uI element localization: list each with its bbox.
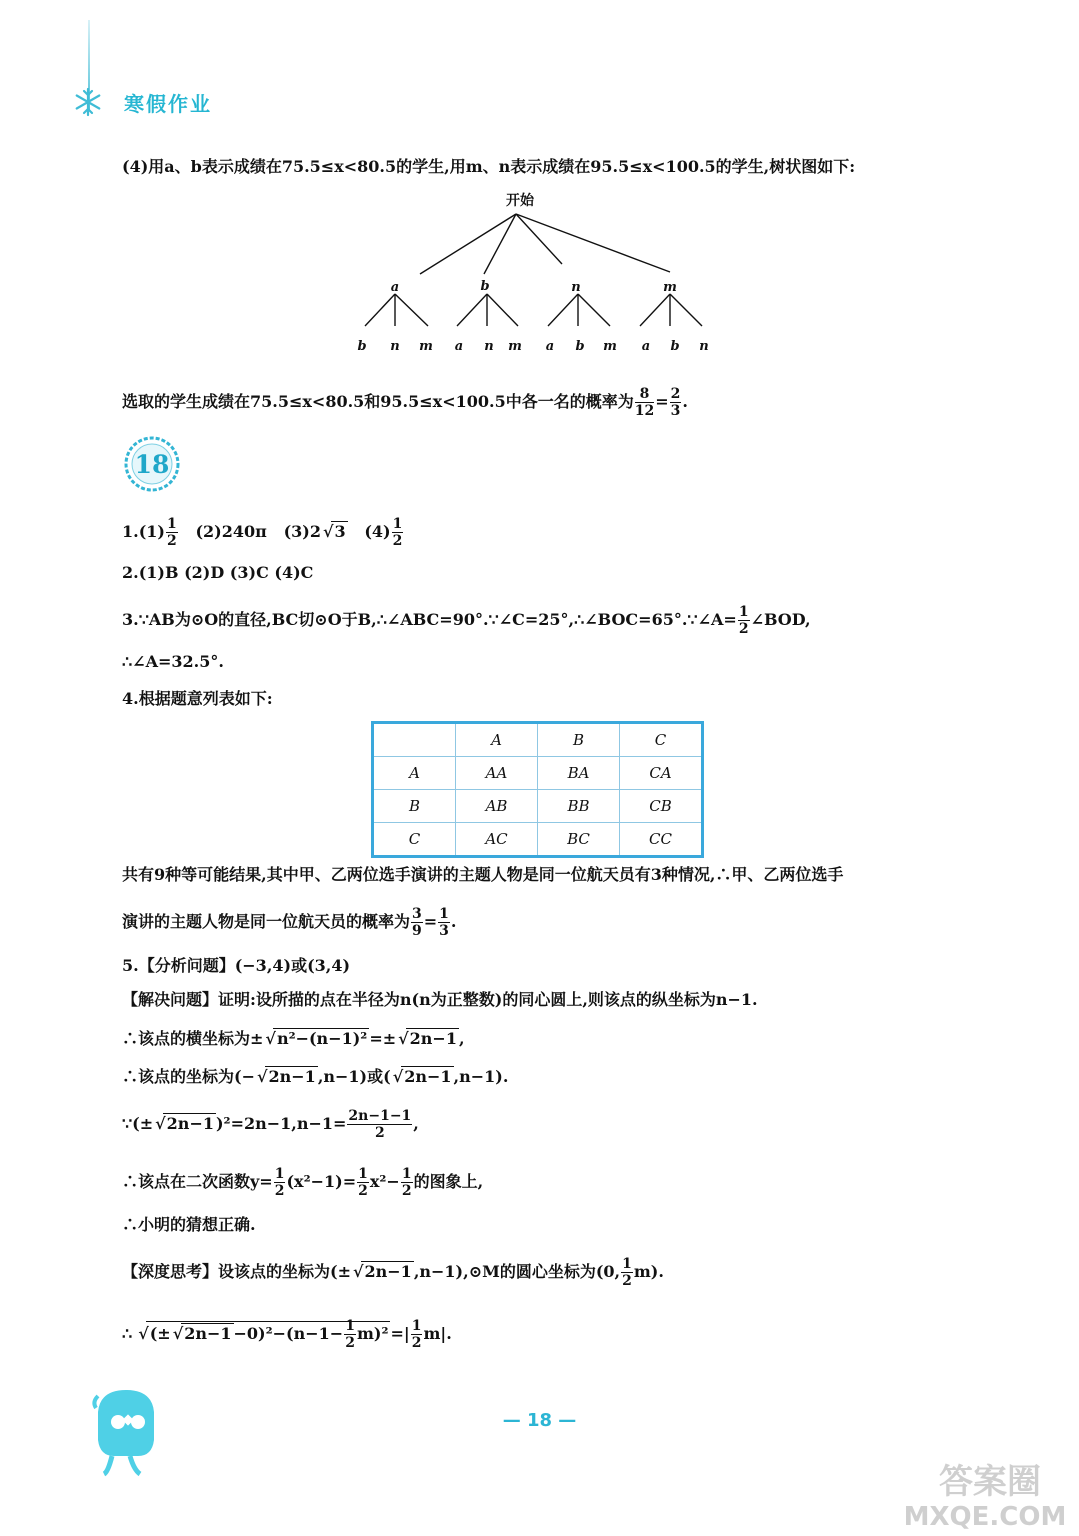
tree-leaf: a xyxy=(454,339,464,354)
fraction xyxy=(621,1256,633,1289)
table-row xyxy=(373,757,703,790)
text-segment: (2)240π xyxy=(195,522,267,541)
fraction xyxy=(274,1166,286,1199)
table-cell: A xyxy=(456,723,538,757)
tree-leaf: n xyxy=(390,339,400,354)
denominator: 3 xyxy=(439,923,449,939)
tree-node: n xyxy=(571,280,581,295)
table-cell: C xyxy=(373,823,456,857)
answer-line-q5-3 xyxy=(122,1028,465,1050)
numerator: 1 xyxy=(274,1166,285,1182)
section-number-badge xyxy=(124,436,180,492)
text-segment: (4) xyxy=(364,522,391,541)
denominator: 2 xyxy=(392,533,403,549)
page-number: — 18 — xyxy=(502,1410,577,1431)
text-segment: ∴该点在二次函数y= xyxy=(122,1172,273,1191)
denominator: 2 xyxy=(401,1183,412,1199)
table-cell: AC xyxy=(456,823,538,857)
answer-line-q2: 2.(1)B (2)D (3)C (4)C xyxy=(122,563,314,582)
tree-node: b xyxy=(480,279,490,294)
text-segment: ,n−1),⊙M的圆心坐标为(0, xyxy=(413,1262,621,1281)
answer-line-q3 xyxy=(122,604,811,637)
table-cell: AA xyxy=(456,757,538,790)
answer-line-q5-4 xyxy=(122,1066,508,1088)
numerator: 1 xyxy=(358,1166,368,1182)
text-segment: ,n−1). xyxy=(453,1067,509,1086)
tree-leaf: a xyxy=(641,339,651,354)
tree-diagram xyxy=(340,186,740,356)
tree-leaf: b xyxy=(357,339,367,354)
table-cell: BC xyxy=(538,823,620,857)
radicand: √ 2n−1 xyxy=(163,1113,216,1133)
fraction xyxy=(166,516,178,549)
denominator: 3 xyxy=(670,403,681,419)
tree-leaf: m xyxy=(419,339,433,354)
table-row xyxy=(373,790,703,823)
tree-leaf: b xyxy=(670,339,680,354)
answer-line-q5-2: 【解决问题】证明:设所描的点在半径为n(n为正整数)的同心圆上,则该点的纵坐标为n−1. xyxy=(122,990,758,1009)
radicand: √ 3 xyxy=(331,521,348,541)
text-segment: ∵(± xyxy=(122,1114,154,1133)
numerator: 1 xyxy=(166,516,177,532)
answer-line-q5-7: ∴小明的猜想正确. xyxy=(122,1215,256,1234)
fraction xyxy=(635,386,654,419)
tree-node: a xyxy=(390,280,400,295)
numerator: 2n−1−1 xyxy=(348,1108,412,1124)
text-segment: 演讲的主题人物是同一位航天员的概率为 xyxy=(122,912,411,931)
tree-leaf: m xyxy=(603,339,617,354)
denominator: 2 xyxy=(738,621,749,637)
outcome-table xyxy=(371,721,704,858)
answer-line-q5-8 xyxy=(122,1256,664,1289)
denominator: 9 xyxy=(412,923,422,939)
fraction xyxy=(411,906,423,939)
text-segment: ∠BOD, xyxy=(750,610,811,629)
text-segment: m). xyxy=(633,1262,664,1281)
radicand: √ 2n−1 xyxy=(265,1066,318,1086)
table-cell xyxy=(373,723,456,757)
big-radical xyxy=(146,1318,390,1351)
table-cell: CB xyxy=(620,790,703,823)
tree-root-label: 开始 xyxy=(506,193,534,209)
table-cell: B xyxy=(538,723,620,757)
answer-line-q4-text2: 演讲的主题人物是同一位航天员的概率为 $\frac{3}{9}$ = $\frac{1}{3}$ . xyxy=(122,906,457,939)
fraction xyxy=(411,1318,423,1351)
tree-leaf: a xyxy=(545,339,555,354)
denominator: 12 xyxy=(634,403,655,419)
question-number: 1. xyxy=(122,522,139,541)
text-segment: ∴该点的横坐标为± xyxy=(122,1029,264,1048)
table-cell: BA xyxy=(538,757,620,790)
text-segment: =| xyxy=(390,1324,410,1343)
text-segment: 3.∵AB为⊙O的直径,BC切⊙O于B,∴∠ABC=90°.∵∠C=25°,∴∠BOC=65°.∵∠A= xyxy=(122,610,737,629)
numerator: 1 xyxy=(345,1318,355,1334)
text-segment: 【深度思考】设该点的坐标为(± xyxy=(122,1262,351,1281)
fraction xyxy=(347,1108,412,1141)
numerator: 1 xyxy=(622,1256,632,1272)
radicand: √ 2n−1 xyxy=(361,1261,414,1281)
denominator: 2 xyxy=(166,533,177,549)
text-segment: x²− xyxy=(369,1172,400,1191)
numerator: 8 xyxy=(635,386,654,403)
text-segment: 的图象上, xyxy=(413,1172,484,1191)
denominator: 2 xyxy=(345,1335,355,1351)
header-title: 寒假作业 xyxy=(124,92,212,116)
table-cell: CA xyxy=(620,757,703,790)
answer-line-q3-cont: ∴∠A=32.5°. xyxy=(122,652,224,671)
text-segment: =± xyxy=(369,1029,397,1048)
denominator: 2 xyxy=(411,1335,422,1351)
text-segment: ∴该点的坐标为(− xyxy=(122,1067,255,1086)
text-segment: (1) xyxy=(138,522,165,541)
numerator: 1 xyxy=(439,906,449,922)
text-segment: ∴ xyxy=(122,1324,133,1343)
tree-leaf: b xyxy=(575,339,585,354)
text-segment: (x²−1)= xyxy=(286,1172,357,1191)
text-segment: m)² xyxy=(356,1324,389,1343)
numerator: 1 xyxy=(401,1166,412,1182)
answer-line-q4-text1: 共有9种等可能结果,其中甲、乙两位选手演讲的主题人物是同一位航天员有3种情况,∴甲、乙两位选手 xyxy=(122,865,844,884)
denominator: 2 xyxy=(622,1273,632,1289)
fraction xyxy=(738,604,750,637)
fraction xyxy=(438,906,450,939)
radicand: √ 2n−1 xyxy=(181,1323,234,1343)
table-cell: C xyxy=(620,723,703,757)
fraction xyxy=(392,516,404,549)
answer-line-q5-1: 5.【分析问题】(−3,4)或(3,4) xyxy=(122,956,351,975)
badge-number: 18 xyxy=(134,450,170,479)
text-segment: , xyxy=(458,1029,465,1048)
answer-line-q4: 4.根据题意列表如下: xyxy=(122,689,273,708)
text-segment: −0)²−(n−1− xyxy=(233,1324,344,1343)
table-row xyxy=(373,723,703,757)
text-segment: (3)2 xyxy=(283,522,321,541)
numerator: 1 xyxy=(392,516,403,532)
snowflake-icon xyxy=(72,86,104,118)
tree-node: m xyxy=(663,280,677,295)
text-line: (4)用a、b表示成绩在75.5≤x<80.5的学生,用m、n表示成绩在95.5≤x<100.5的学生,树状图如下: xyxy=(122,157,856,176)
watermark-url: MXQE.COM xyxy=(903,1502,1067,1530)
fraction xyxy=(401,1166,413,1199)
text-segment: 选取的学生成绩在75.5≤x<80.5和95.5≤x<100.5中各一名的概率为 xyxy=(122,392,634,411)
text-segment: m|. xyxy=(423,1324,452,1343)
answer-line-q5-5 xyxy=(122,1108,419,1141)
watermark-text: 答案圈 xyxy=(939,1462,1041,1502)
denominator: 2 xyxy=(358,1183,368,1199)
radicand: √ n²−(n−1)² xyxy=(273,1028,369,1048)
table-cell: BB xyxy=(538,790,620,823)
denominator: 2 xyxy=(274,1183,285,1199)
numerator: 1 xyxy=(411,1318,422,1334)
text-segment: , xyxy=(413,1114,419,1133)
text-line: 选取的学生成绩在75.5≤x<80.5和95.5≤x<100.5中各一名的概率为 $\frac{8}{12}$ = $\frac{2}{3}$ . xyxy=(122,386,688,419)
tree-leaf: n xyxy=(484,339,494,354)
tree-leaf: m xyxy=(508,339,522,354)
watermark-logo xyxy=(880,1455,1070,1530)
fraction xyxy=(670,386,682,419)
denominator: 2 xyxy=(374,1125,385,1141)
text-segment: ,n−1)或( xyxy=(317,1067,391,1086)
numerator: 2 xyxy=(670,386,681,402)
tree-leaf: n xyxy=(699,339,709,354)
numerator: 1 xyxy=(738,604,749,620)
answer-line-q1 xyxy=(122,516,404,549)
text-segment: (± xyxy=(149,1324,171,1343)
fraction xyxy=(344,1318,356,1351)
table-cell: CC xyxy=(620,823,703,857)
answer-line-q5-6 xyxy=(122,1166,483,1199)
radicand: √ 2n−1 xyxy=(406,1028,459,1048)
fraction xyxy=(357,1166,369,1199)
numerator: 3 xyxy=(412,906,422,922)
radicand: √ 2n−1 xyxy=(401,1066,454,1086)
answer-line-q5-9 xyxy=(122,1318,452,1351)
table-row xyxy=(373,823,703,857)
text-segment: )²=2n−1,n−1= xyxy=(215,1114,347,1133)
table-cell: AB xyxy=(456,790,538,823)
table-cell: B xyxy=(373,790,456,823)
table-cell: A xyxy=(373,757,456,790)
